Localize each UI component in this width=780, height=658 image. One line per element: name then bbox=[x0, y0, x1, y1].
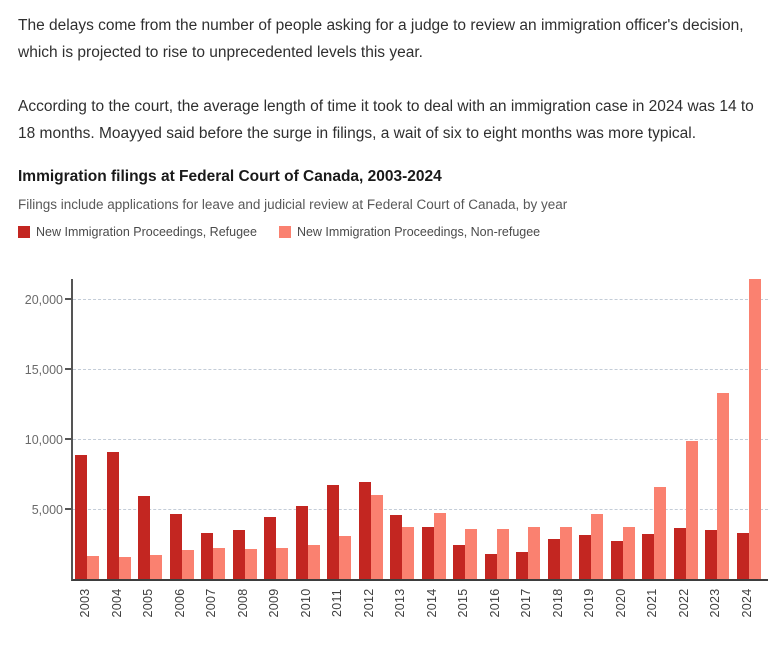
x-label-2022 bbox=[672, 586, 696, 620]
bar-non-refugee-2021[interactable] bbox=[654, 487, 666, 579]
x-label-text: 2014 bbox=[424, 588, 439, 618]
chart-embed bbox=[18, 167, 764, 620]
bar-non-refugee-2010[interactable] bbox=[308, 545, 320, 579]
bar-refugee-2010[interactable] bbox=[296, 506, 308, 580]
bar-non-refugee-2005[interactable] bbox=[150, 555, 162, 580]
y-tick-label-20000: 20,000 bbox=[24, 293, 63, 307]
year-group-2005 bbox=[138, 496, 162, 579]
bar-refugee-2021[interactable] bbox=[642, 534, 654, 580]
year-group-2015 bbox=[453, 529, 477, 579]
year-group-2024 bbox=[737, 279, 761, 579]
bar-refugee-2019[interactable] bbox=[579, 535, 591, 579]
x-label-text: 2023 bbox=[708, 588, 722, 618]
bar-refugee-2006[interactable] bbox=[170, 514, 182, 579]
legend-item-non-refugee bbox=[279, 225, 540, 239]
x-label-2017 bbox=[514, 586, 538, 620]
year-group-2012 bbox=[359, 482, 383, 579]
x-label-text: 2004 bbox=[109, 588, 124, 618]
bar-refugee-2004[interactable] bbox=[107, 452, 119, 579]
bar-non-refugee-2006[interactable] bbox=[182, 550, 194, 579]
y-tick-mark-15000 bbox=[65, 368, 72, 370]
year-group-2020 bbox=[611, 527, 635, 580]
bar-non-refugee-2012[interactable] bbox=[371, 495, 383, 579]
year-group-2010 bbox=[296, 506, 320, 580]
year-group-2011 bbox=[327, 485, 351, 580]
bar-non-refugee-2009[interactable] bbox=[276, 548, 288, 580]
x-label-2008 bbox=[231, 586, 255, 620]
bar-refugee-2023[interactable] bbox=[705, 530, 717, 579]
x-label-2009 bbox=[262, 586, 286, 620]
x-label-text: 2022 bbox=[676, 588, 691, 618]
bar-refugee-2011[interactable] bbox=[327, 485, 339, 580]
bar-non-refugee-2004[interactable] bbox=[119, 557, 131, 579]
bar-refugee-2005[interactable] bbox=[138, 496, 150, 579]
x-label-text: 2007 bbox=[204, 588, 218, 618]
x-label-text: 2003 bbox=[78, 588, 92, 618]
bar-non-refugee-2022[interactable] bbox=[686, 441, 698, 579]
x-label-text: 2020 bbox=[613, 588, 628, 618]
y-tick-label-15000: 15,000 bbox=[24, 363, 63, 377]
x-label-2003 bbox=[73, 586, 97, 620]
bar-non-refugee-2015[interactable] bbox=[465, 529, 477, 579]
year-group-2016 bbox=[485, 529, 509, 579]
x-label-2023 bbox=[703, 586, 727, 620]
bar-non-refugee-2023[interactable] bbox=[717, 393, 729, 579]
chart-title: Immigration filings at Federal Court of Canada, 2003-2024 bbox=[18, 168, 442, 185]
bar-refugee-2017[interactable] bbox=[516, 552, 528, 579]
bar-refugee-2012[interactable] bbox=[359, 482, 371, 579]
legend-label-refugee: New Immigration Proceedings, Refugee bbox=[36, 225, 257, 239]
year-group-2008 bbox=[233, 530, 257, 579]
bar-non-refugee-2003[interactable] bbox=[87, 556, 99, 579]
bar-refugee-2016[interactable] bbox=[485, 554, 497, 579]
y-tick-mark-20000 bbox=[65, 298, 72, 300]
chart-legend bbox=[18, 225, 764, 239]
x-label-2006 bbox=[168, 586, 192, 620]
bar-refugee-2015[interactable] bbox=[453, 545, 465, 579]
y-tick-label-10000: 10,000 bbox=[24, 433, 63, 447]
x-label-text: 2021 bbox=[645, 588, 659, 618]
year-group-2017 bbox=[516, 527, 540, 579]
x-label-text: 2012 bbox=[361, 588, 376, 618]
bar-refugee-2013[interactable] bbox=[390, 515, 402, 579]
x-label-text: 2013 bbox=[393, 588, 407, 618]
bar-non-refugee-2017[interactable] bbox=[528, 527, 540, 579]
x-label-2011 bbox=[325, 586, 349, 620]
bar-refugee-2020[interactable] bbox=[611, 541, 623, 580]
bar-non-refugee-2014[interactable] bbox=[434, 513, 446, 580]
bar-non-refugee-2011[interactable] bbox=[339, 536, 351, 579]
year-group-2021 bbox=[642, 487, 666, 579]
legend-swatch-refugee bbox=[18, 226, 30, 238]
bar-non-refugee-2020[interactable] bbox=[623, 527, 635, 580]
bar-refugee-2014[interactable] bbox=[422, 527, 434, 580]
bar-refugee-2008[interactable] bbox=[233, 530, 245, 579]
bar-non-refugee-2018[interactable] bbox=[560, 527, 572, 580]
x-label-text: 2005 bbox=[141, 588, 155, 618]
x-label-2013 bbox=[388, 586, 412, 620]
article-paragraph-1: The delays come from the number of people asking for a judge to review an immigration officer's decision, which is projected to rise to unprecedented levels this year. bbox=[18, 17, 744, 61]
bar-non-refugee-2008[interactable] bbox=[245, 549, 257, 579]
y-tick-label-5000: 5,000 bbox=[31, 503, 63, 517]
x-label-text: 2006 bbox=[172, 588, 187, 618]
article-paragraph-2: According to the court, the average length of time it took to deal with an immigration case in 2024 was 14 to 18 months. Moayyed said before the surge in filings, a wait of six to eight months was more typical. bbox=[18, 98, 754, 142]
year-group-2022 bbox=[674, 441, 698, 579]
x-label-2014 bbox=[420, 586, 444, 620]
bar-refugee-2022[interactable] bbox=[674, 528, 686, 579]
x-label-text: 2017 bbox=[519, 588, 533, 618]
x-label-text: 2011 bbox=[330, 588, 344, 618]
x-label-2024 bbox=[735, 586, 759, 620]
year-group-2013 bbox=[390, 515, 414, 579]
x-label-2019 bbox=[577, 586, 601, 620]
x-label-text: 2015 bbox=[456, 588, 470, 618]
x-label-2020 bbox=[609, 586, 633, 620]
x-label-2004 bbox=[105, 586, 129, 620]
x-label-text: 2010 bbox=[298, 588, 313, 618]
x-label-2012 bbox=[357, 586, 381, 620]
year-group-2004 bbox=[107, 452, 131, 579]
x-label-text: 2019 bbox=[582, 588, 596, 618]
x-label-2021 bbox=[640, 586, 664, 620]
x-label-2015 bbox=[451, 586, 475, 620]
legend-item-refugee bbox=[18, 225, 257, 239]
year-group-2019 bbox=[579, 514, 603, 579]
year-group-2009 bbox=[264, 517, 288, 579]
legend-swatch-non-refugee bbox=[279, 226, 291, 238]
bar-refugee-2018[interactable] bbox=[548, 539, 560, 579]
bar-non-refugee-2016[interactable] bbox=[497, 529, 509, 579]
x-label-text: 2009 bbox=[267, 588, 281, 618]
bar-non-refugee-2024[interactable] bbox=[749, 279, 761, 579]
x-label-2007 bbox=[199, 586, 223, 620]
x-label-2010 bbox=[294, 586, 318, 620]
bar-non-refugee-2019[interactable] bbox=[591, 514, 603, 579]
bar-refugee-2009[interactable] bbox=[264, 517, 276, 579]
x-label-text: 2008 bbox=[235, 588, 250, 618]
x-axis-labels bbox=[71, 586, 764, 620]
bar-refugee-2003[interactable] bbox=[75, 455, 87, 579]
x-label-text: 2024 bbox=[739, 588, 754, 618]
year-group-2006 bbox=[170, 514, 194, 579]
x-label-2016 bbox=[483, 586, 507, 620]
year-group-2023 bbox=[705, 393, 729, 579]
year-group-2018 bbox=[548, 527, 572, 580]
chart-subtitle: Filings include applications for leave and judicial review at Federal Court of Canada, by year bbox=[18, 197, 568, 212]
plot-area bbox=[24, 279, 768, 581]
x-label-2018 bbox=[546, 586, 570, 620]
year-group-2014 bbox=[422, 513, 446, 580]
legend-label-non-refugee: New Immigration Proceedings, Non-refugee bbox=[296, 225, 541, 239]
x-label-text: 2016 bbox=[487, 588, 502, 618]
x-label-text: 2018 bbox=[550, 588, 565, 618]
year-group-2007 bbox=[201, 533, 225, 579]
bar-refugee-2007[interactable] bbox=[201, 533, 213, 579]
y-tick-mark-5000 bbox=[65, 508, 72, 510]
x-label-2005 bbox=[136, 586, 160, 620]
bar-non-refugee-2007[interactable] bbox=[213, 548, 225, 580]
bar-non-refugee-2013[interactable] bbox=[402, 527, 414, 579]
y-tick-mark-10000 bbox=[65, 438, 72, 440]
bar-refugee-2024[interactable] bbox=[737, 533, 749, 579]
year-group-2003 bbox=[75, 455, 99, 579]
bar-chart bbox=[18, 279, 764, 620]
bar-series bbox=[73, 279, 768, 579]
